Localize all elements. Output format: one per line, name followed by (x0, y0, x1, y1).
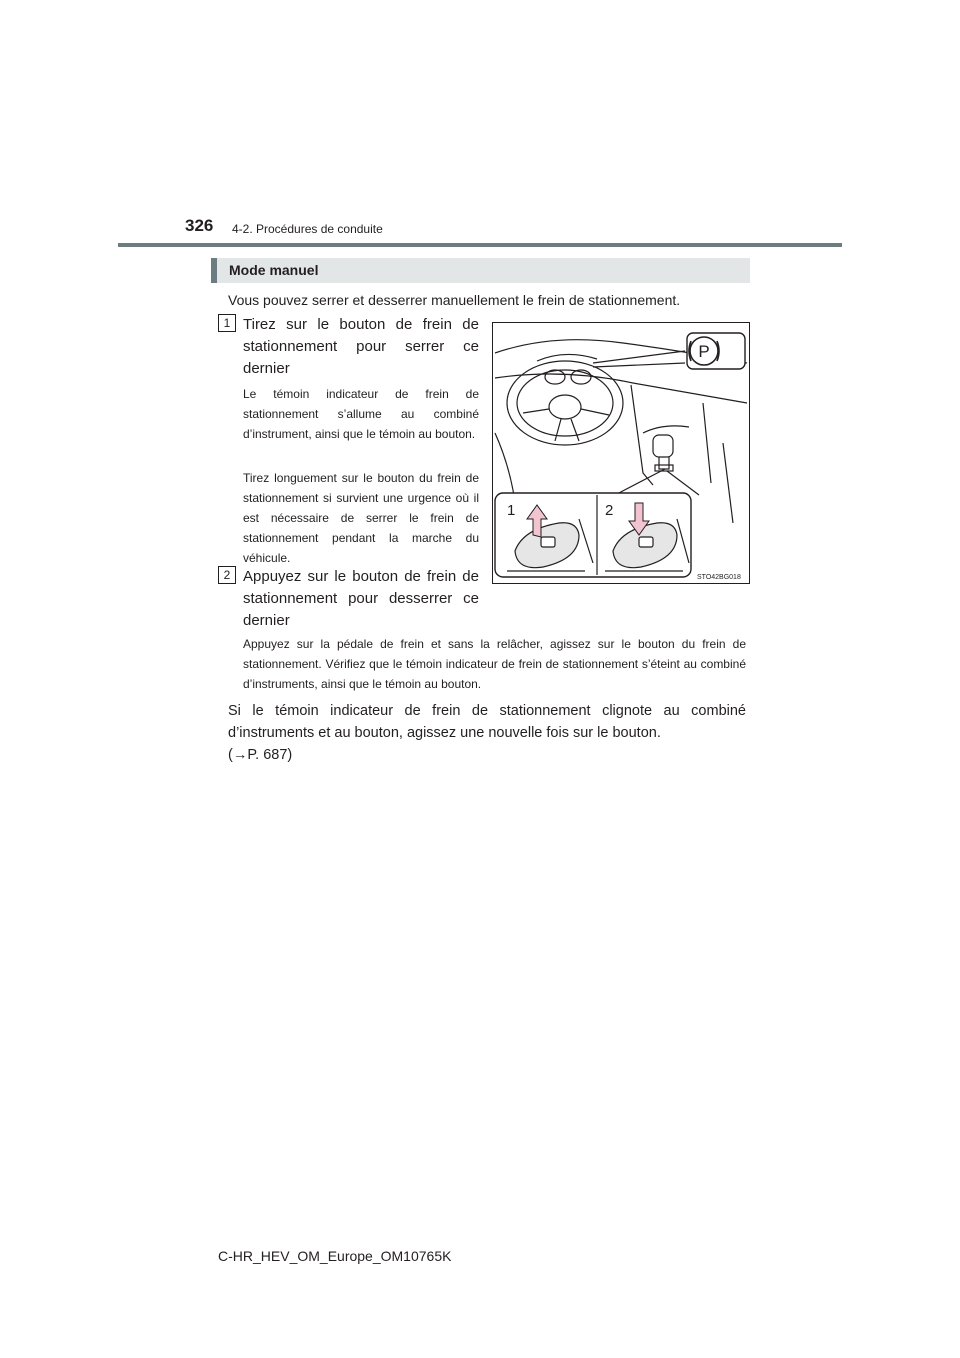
parking-brake-figure (492, 322, 750, 584)
page-reference[interactable]: (→P. 687) (228, 747, 293, 763)
step-1-number: 1 (218, 314, 236, 332)
step-2-title: Appuyez sur le bouton de frein de stationnement pour desserrer ce dernier (243, 568, 479, 629)
step-1-title: Tirez sur le bouton de frein de stationnement pour serrer ce dernier (243, 316, 479, 377)
figure-code: STO42BG018 (697, 574, 741, 581)
parking-brake-icon-letter: P (698, 342, 710, 361)
step-2-number: 2 (218, 566, 236, 584)
step-1-note-2: Tirez longuement sur le bouton du frein de stationnement si survient une urgence où il est nécessaire de serrer le frein de stationnement pendant la marche du véhicule. (243, 471, 479, 565)
step-2-note: Appuyez sur la pédale de frein et sans la relâcher, agissez sur le bouton du frein de stationnement. Vérifiez que le témoin indicateur de frein de stationnement s’éteint au combiné d’instruments, ainsi que le témoin au bouton. (243, 637, 746, 691)
step-1-note-1: Le témoin indicateur de frein de stationnement s’allume au combiné d’instrument, ainsi que le témoin au bouton. (243, 387, 479, 441)
parking-brake-icon (687, 333, 745, 369)
section-heading-box (211, 258, 750, 283)
section-title: 4-2. Procédures de conduite (232, 222, 383, 236)
figure-callout-1: 1 (507, 502, 516, 519)
page-number: 326 (185, 216, 214, 235)
footer-doc-id: C-HR_HEV_OM_Europe_OM10765K (218, 1248, 452, 1264)
dashboard-illustration (493, 323, 749, 583)
figure-callout-2: 2 (605, 502, 614, 519)
section-heading: Mode manuel (229, 262, 319, 278)
blink-paragraph: Si le témoin indicateur de frein de stationnement clignote au combiné d’instruments et au bouton, agissez une nouvelle fois sur le bouton. (228, 703, 746, 741)
intro-text: Vous pouvez serrer et desserrer manuellement le frein de stationnement. (228, 292, 681, 308)
header-divider (118, 243, 842, 247)
